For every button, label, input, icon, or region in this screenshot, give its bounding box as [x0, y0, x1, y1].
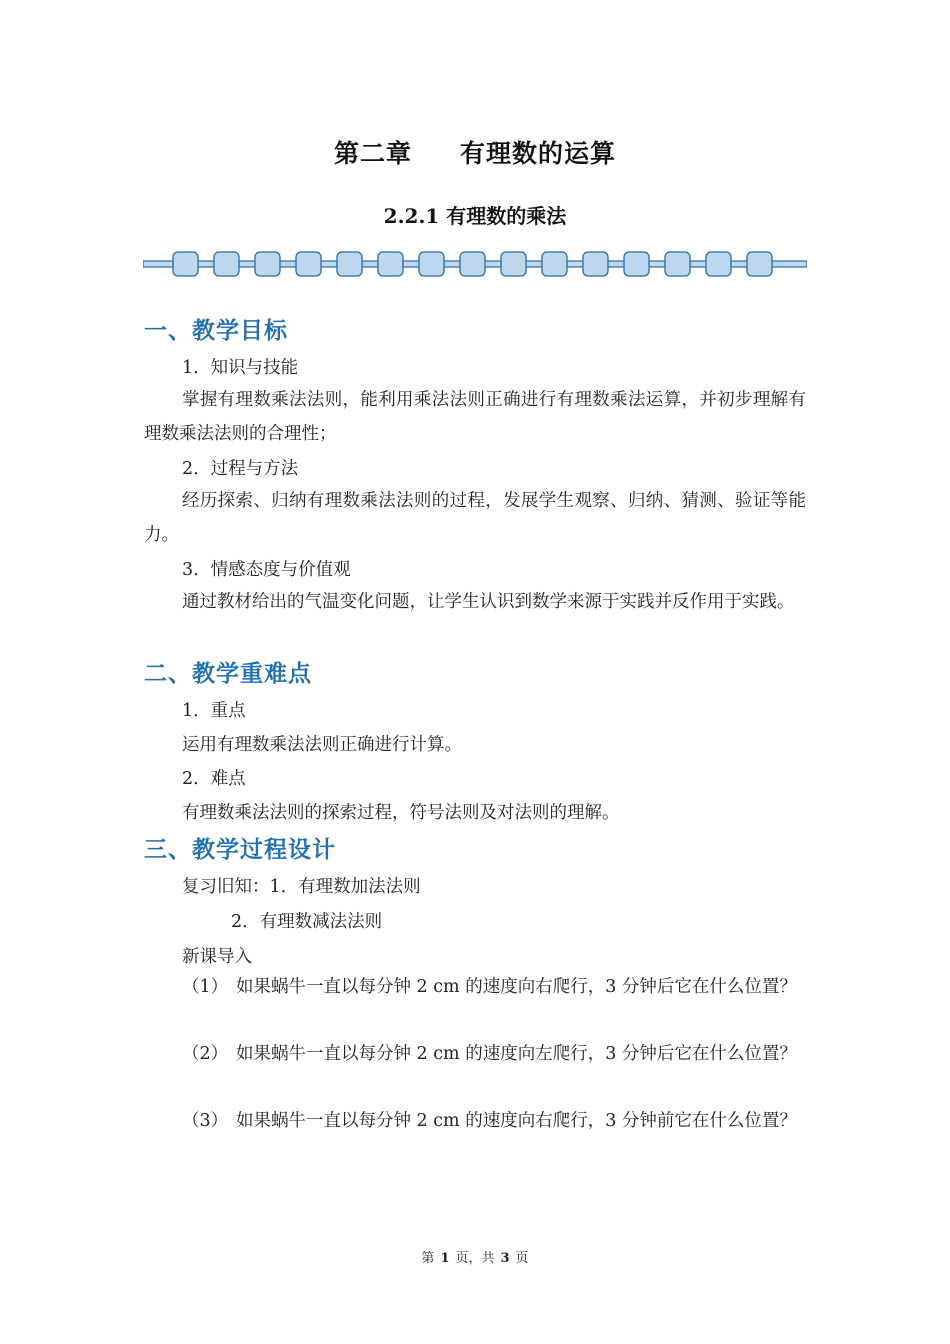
subheading-difficult-point: 2．难点 [182, 769, 246, 789]
chain-link [337, 252, 362, 276]
list-item-number: （1） [182, 977, 229, 997]
chain-link [296, 252, 321, 276]
chapter-name: 有理数的运算 [460, 139, 617, 168]
chain-link [583, 252, 608, 276]
heading-key-difficult-points: 二、教学重难点 [144, 661, 312, 687]
chain-link [214, 252, 239, 276]
paragraph-difficult-point: 有理数乘法法则的探索过程，符号法则及对法则的理解。 [182, 803, 620, 823]
paragraph-knowledge-skills: 掌握有理数乘法法则，能利用乘法法则正确进行有理数乘法运算，并初步理解有理数乘法法则的合理性； [144, 390, 806, 444]
review-line-1: 复习旧知：1．有理数加法法则 [182, 877, 421, 897]
chain-link [706, 252, 731, 276]
chapter-number: 第二章 [333, 139, 412, 168]
footer-total-pages: 3 [500, 1251, 510, 1266]
chain-link [173, 252, 198, 276]
new-lesson-intro: 新课导入 [182, 947, 252, 967]
list-item-text: 如果蜗牛一直以每分钟 2 cm 的速度向左爬行，3 分钟后它在什么位置？ [236, 1044, 797, 1064]
subheading-process-method: 2．过程与方法 [182, 459, 299, 479]
subheading-key-point: 1．重点 [182, 701, 246, 721]
page-footer [0, 1247, 950, 1266]
chain-link [665, 252, 690, 276]
list-item-text: 如果蜗牛一直以每分钟 2 cm 的速度向右爬行，3 分钟后它在什么位置？ [236, 977, 797, 997]
chain-link [501, 252, 526, 276]
chain-divider [143, 250, 807, 278]
chapter-title [0, 134, 950, 170]
heading-teaching-process: 三、教学过程设计 [144, 837, 336, 863]
footer-middle: 页，共 [455, 1251, 495, 1266]
section-title: 2.2.1 有理数的乘法 [383, 204, 567, 228]
paragraph-process-method: 经历探索、归纳有理数乘法法则的过程，发展学生观察、归纳、猜测、验证等能力。 [144, 491, 806, 545]
footer-page-number: 1 [440, 1251, 450, 1266]
footer-suffix: 页 [515, 1251, 529, 1266]
review-line-2: 2．有理数减法法则 [231, 912, 383, 932]
subheading-knowledge-skills: 1．知识与技能 [182, 358, 299, 378]
chain-link [747, 252, 772, 276]
chain-link [419, 252, 444, 276]
chain-link [624, 252, 649, 276]
chain-link [542, 252, 567, 276]
chain-link [460, 252, 485, 276]
footer-prefix: 第 [421, 1251, 435, 1266]
list-item-text: 如果蜗牛一直以每分钟 2 cm 的速度向右爬行，3 分钟前它在什么位置？ [236, 1111, 797, 1131]
list-item-number: （3） [182, 1111, 229, 1131]
heading-teaching-objectives: 一、教学目标 [144, 318, 288, 344]
chain-link [255, 252, 280, 276]
list-item-number: （2） [182, 1044, 229, 1064]
paragraph-attitude-values: 通过教材给出的气温变化问题，让学生认识到数学来源于实践并反作用于实践。 [182, 592, 795, 612]
subheading-attitude-values: 3．情感态度与价值观 [182, 560, 351, 580]
paragraph-key-point: 运用有理数乘法法则正确进行计算。 [182, 735, 462, 755]
chain-link [378, 252, 403, 276]
